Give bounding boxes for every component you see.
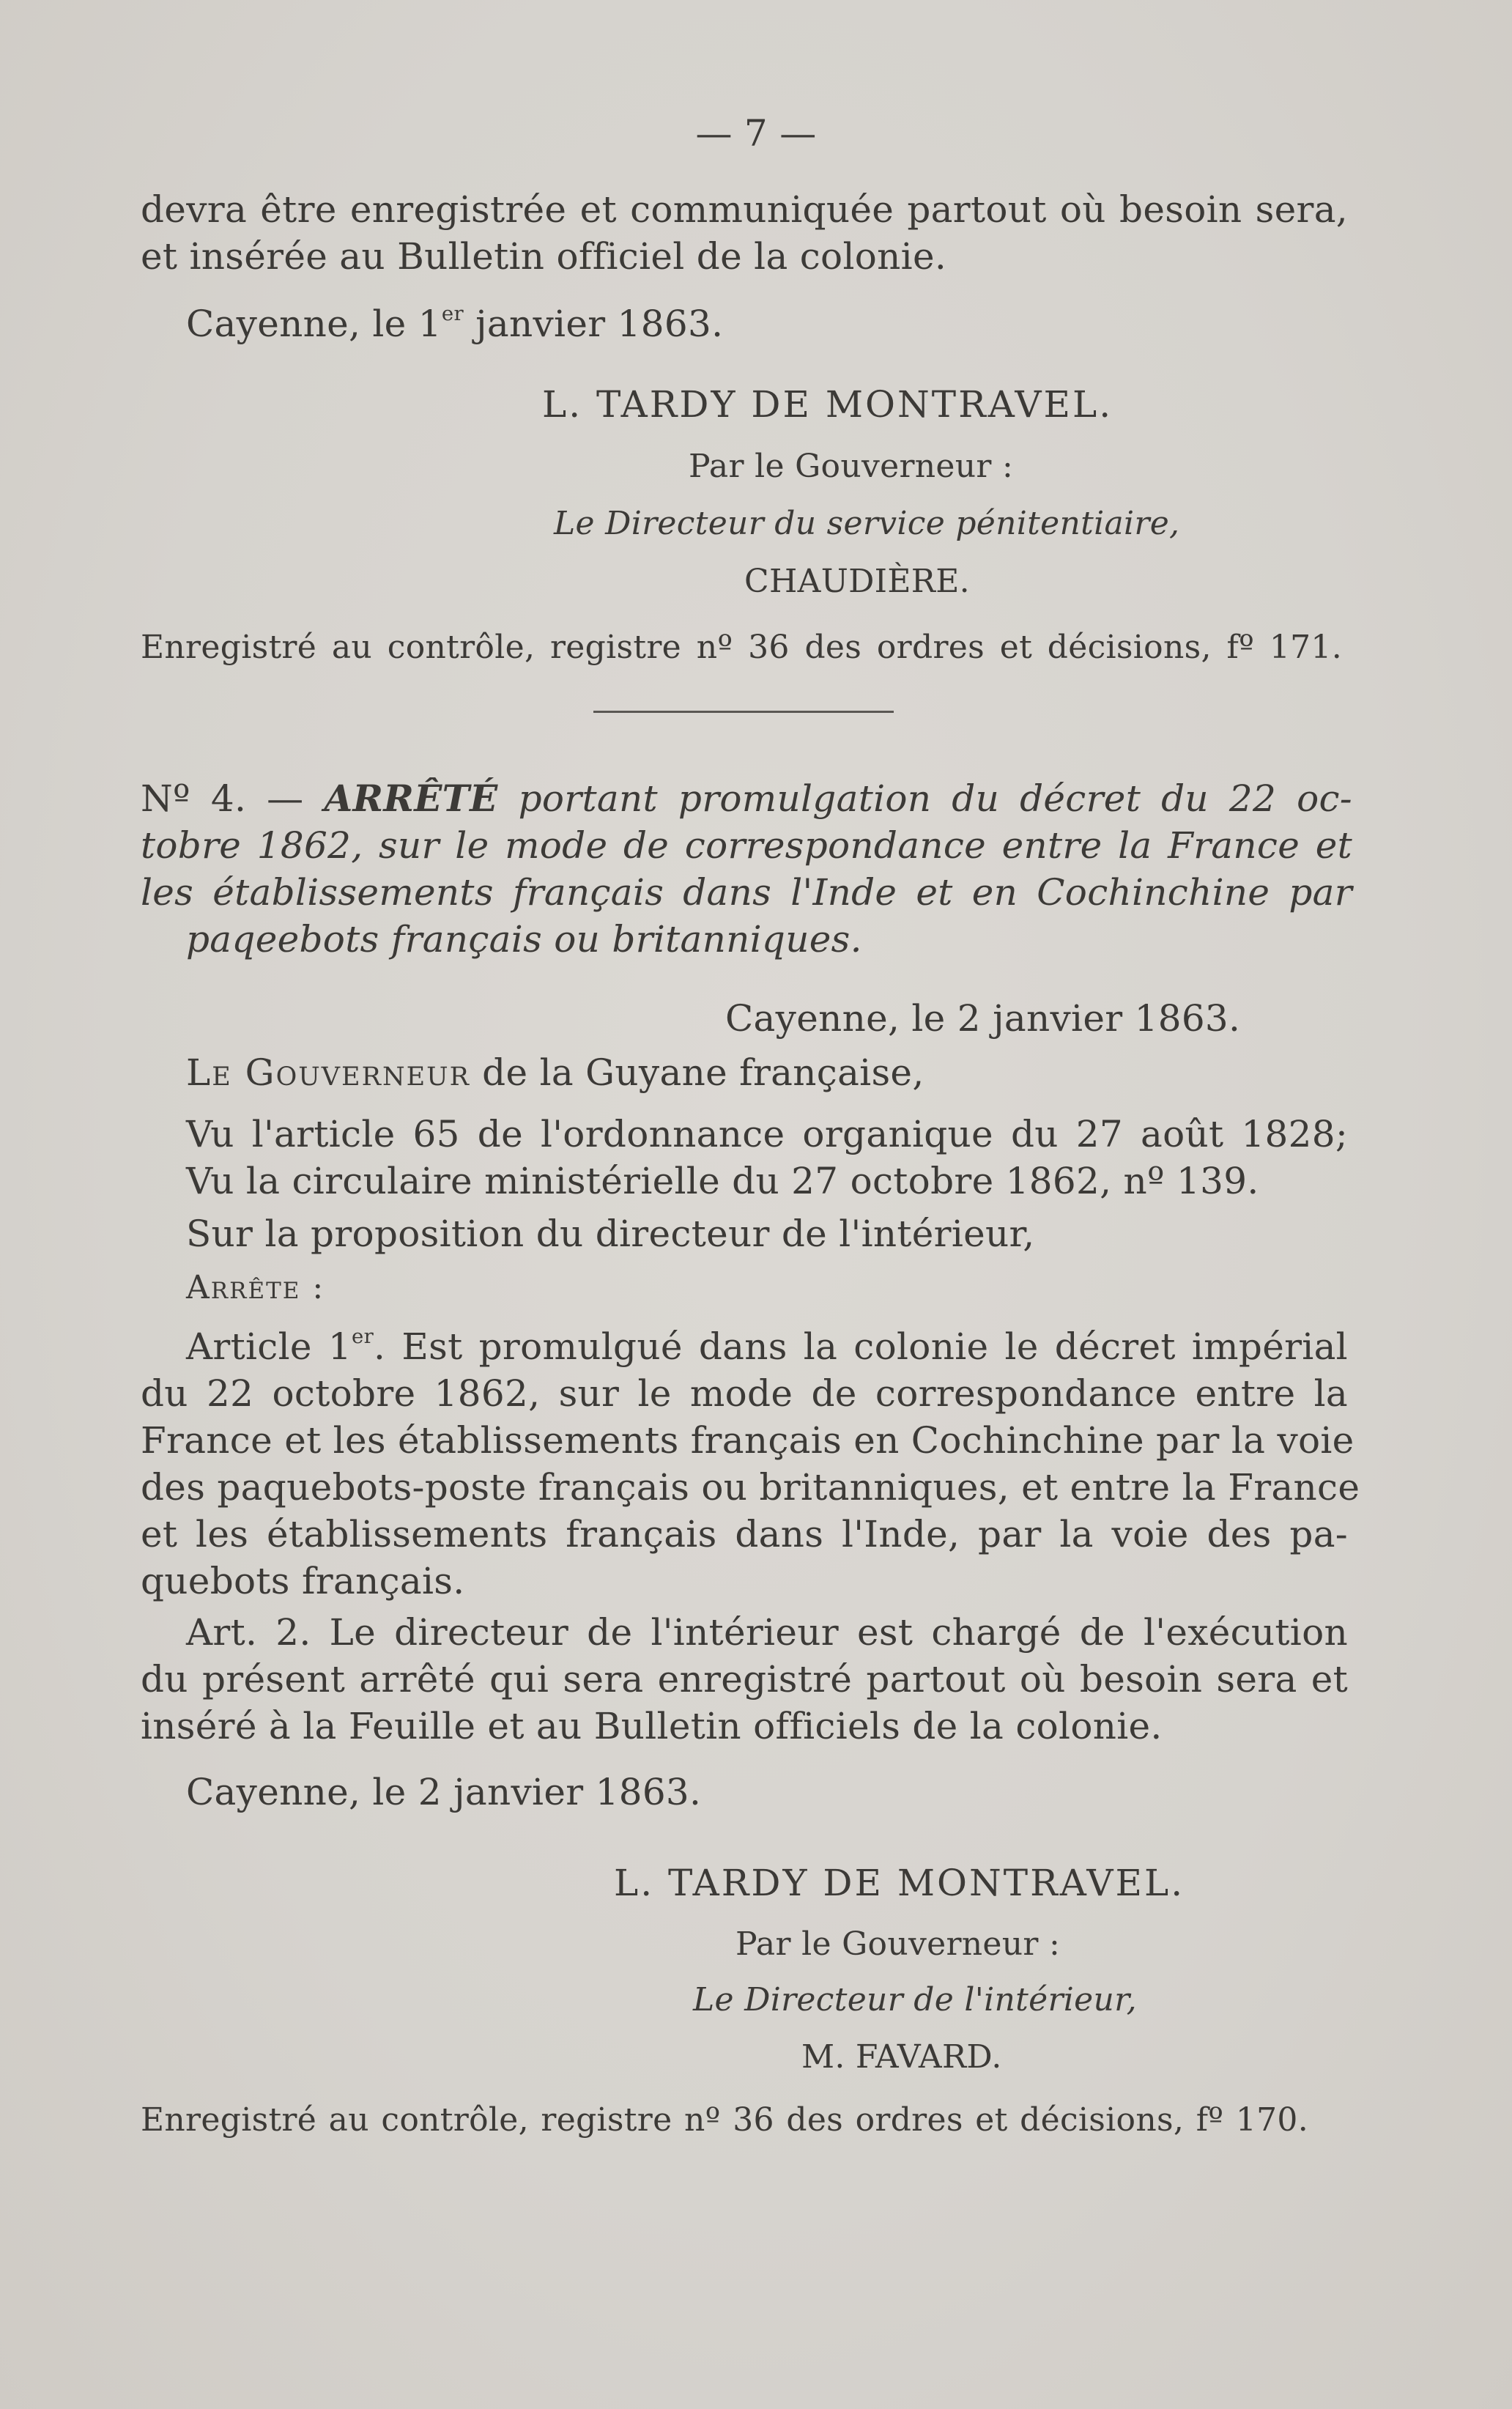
article-1-line: France et les établissements français en Cochinchine par la voie bbox=[141, 1419, 1354, 1462]
signatory: L. TARDY DE MONTRAVEL. bbox=[542, 383, 1113, 426]
place-date: Cayenne, le 2 janvier 1863. bbox=[725, 997, 1241, 1040]
gouverneur-caps: Le Gouverneur bbox=[186, 1051, 470, 1094]
article-1-line: et les établissements français dans l'Inde, par la voie des pa- bbox=[141, 1513, 1348, 1555]
signatory: L. TARDY DE MONTRAVEL. bbox=[614, 1862, 1185, 1904]
directeur-title: Le Directeur du service pénitentiaire, bbox=[554, 505, 1180, 542]
article-1-line: des paquebots-poste français ou britanniques, et entre la France bbox=[141, 1466, 1360, 1509]
vu-line: Vu la circulaire ministérielle du 27 octobre 1862, nº 139. bbox=[186, 1160, 1259, 1202]
ordinal-sup: er bbox=[352, 1325, 374, 1348]
section-divider bbox=[593, 711, 894, 713]
gouverneur-line bbox=[186, 1049, 924, 1096]
registration-note: Enregistré au contrôle, registre nº 36 des ordres et décisions, fº 171. bbox=[141, 629, 1342, 666]
par-gouverneur: Par le Gouverneur : bbox=[689, 448, 1014, 485]
arrete-title: ARRÊTÉ bbox=[324, 777, 498, 820]
directeur-name: CHAUDIÈRE. bbox=[744, 563, 970, 600]
ordinal-sup: er bbox=[441, 302, 464, 325]
vu-line: Vu l'article 65 de l'ordonnance organique du 27 août 1828; bbox=[186, 1113, 1348, 1155]
arrete-label: Arrête : bbox=[186, 1269, 325, 1306]
directeur-title: Le Directeur de l'intérieur, bbox=[693, 1981, 1137, 2018]
date-line: Cayenne, le 2 janvier 1863. bbox=[186, 1771, 702, 1813]
article-1-line: du 22 octobre 1862, sur le mode de correspondance entre la bbox=[141, 1372, 1348, 1415]
article-2-line: du présent arrêté qui sera enregistré partout où besoin sera et bbox=[141, 1658, 1348, 1701]
text-line: et insérée au Bulletin officiel de la colonie. bbox=[141, 235, 947, 278]
arrete-heading-text: portant promulgation du décret du 22 oc- bbox=[497, 777, 1353, 820]
arrete-heading bbox=[141, 775, 1352, 822]
page-number: — 7 — bbox=[695, 112, 817, 155]
article-1-line: quebots français. bbox=[141, 1560, 465, 1602]
arrete-heading-line: tobre 1862, sur le mode de correspondance entre la France et bbox=[141, 824, 1352, 867]
text-line: devra être enregistrée et communiquée partout où besoin sera, bbox=[141, 188, 1348, 231]
arrete-number: Nº 4. — bbox=[141, 777, 325, 820]
article-2-line: inséré à la Feuille et au Bulletin officiels de la colonie. bbox=[141, 1705, 1163, 1747]
article-1-text: . Est promulgué dans la colonie le décret impérial bbox=[374, 1325, 1348, 1368]
registration-note: Enregistré au contrôle, registre nº 36 des ordres et décisions, fº 170. bbox=[141, 2101, 1308, 2139]
article-1-line bbox=[186, 1323, 1348, 1370]
article-2-line: Art. 2. Le directeur de l'intérieur est chargé de l'exécution bbox=[186, 1611, 1348, 1654]
arrete-heading-line: paqeebots français ou britanniques. bbox=[186, 918, 862, 961]
date-text: Cayenne, le 1 bbox=[186, 303, 442, 345]
par-gouverneur: Par le Gouverneur : bbox=[735, 1925, 1061, 1963]
gouverneur-text: de la Guyane française, bbox=[470, 1051, 924, 1094]
date-text: janvier 1863. bbox=[463, 303, 724, 345]
date-line bbox=[186, 300, 723, 347]
article-1-label: Article 1 bbox=[186, 1325, 352, 1368]
directeur-name: M. FAVARD. bbox=[801, 2038, 1002, 2076]
arrete-heading-line: les établissements français dans l'Inde et en Cochinchine par bbox=[141, 871, 1352, 914]
proposition-line: Sur la proposition du directeur de l'intérieur, bbox=[186, 1213, 1035, 1255]
